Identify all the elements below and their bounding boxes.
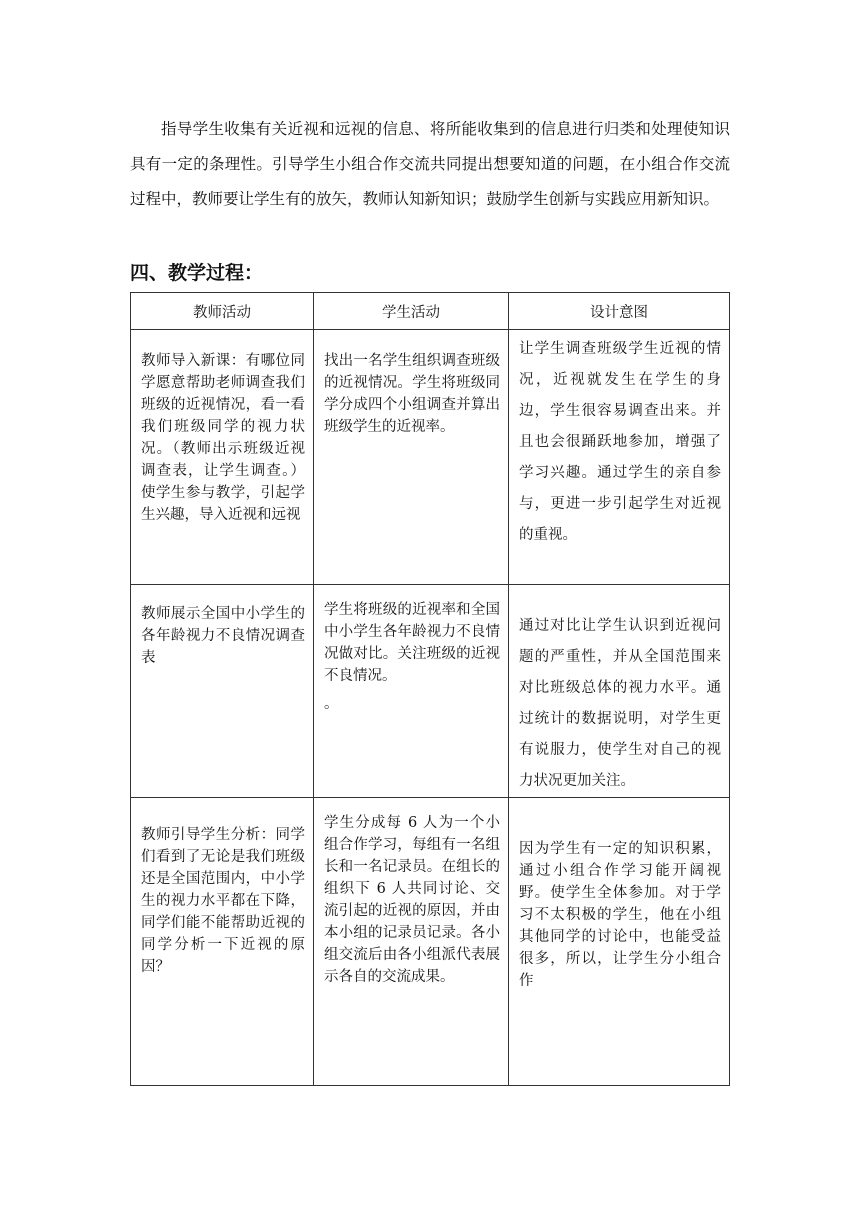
student-activity-cell — [314, 330, 509, 585]
teacher-activity-cell — [131, 585, 314, 798]
teacher-activity-cell — [131, 330, 314, 585]
design-intent-cell — [509, 798, 730, 1086]
student-activity-text: 学生将班级的近视率和全国中小学生各年龄视力不良情况做对比。关注班级的近视不良情况。 — [324, 602, 500, 684]
student-activity-cell — [314, 798, 509, 1086]
header-design-intent: 设计意图 — [509, 293, 730, 330]
teacher-activity-text: 教师导入新课：有哪位同学愿意帮助老师调查我们班级的近视情况，看一看我们班级同学的视力状况。（教师出示班级近视调查表，让学生调查。）使学生参与教学，引起学生兴趣，导入近视和远视 — [141, 353, 305, 523]
header-teacher-activity: 教师活动 — [131, 293, 314, 330]
design-intent-cell — [509, 585, 730, 798]
header-student-activity: 学生活动 — [314, 293, 509, 330]
design-intent-text: 让学生调查班级学生近视的情况，近视就发生在学生的身边，学生很容易调查出来。并且也会很踊跃地参加，增强了学习兴趣。通过学生的亲自参与，更进一步引起学生对近视的重视。 — [519, 341, 721, 543]
design-intent-cell — [509, 330, 730, 585]
student-activity-note: 。 — [324, 696, 339, 712]
student-activity-text: 找出一名学生组织调查班级的近视情况。学生将班级同学分成四个小组调查并算出班级学生的近视率。 — [324, 353, 500, 435]
table-header-row — [131, 293, 730, 330]
teacher-activity-text: 教师展示全国中小学生的各年龄视力不良情况调查表 — [141, 606, 305, 666]
teacher-activity-cell — [131, 798, 314, 1086]
design-intent-text: 通过对比让学生认识到近视问题的严重性，并从全国范围来对比班级总体的视力水平。通过统计的数据说明，对学生更有说服力，使学生对自己的视力状况更加关注。 — [519, 618, 721, 789]
table-row — [131, 585, 730, 798]
design-intent-text: 因为学生有一定的知识积累，通过小组合作学习能开阔视野。使学生全体参加。对于学习不太积极的学生，他在小组其他同学的讨论中，也能受益很多，所以，让学生分小组合作 — [519, 841, 721, 989]
teacher-activity-text: 教师引导学生分析：同学们看到了无论是我们班级还是全国范围内，中小学生的视力水平都在下降，同学们能不能帮助近视的同学分析一下近视的原因？ — [141, 827, 305, 975]
student-activity-text: 学生分成每 6 人为一个小组合作学习，每组有一名组长和一名记录员。在组长的组织下 6 人共同讨论、交流引起的近视的原因，并由本小组的记录员记录。各小组交流后由各小组派代表展示各自的交流成果。 — [324, 815, 500, 985]
table-row — [131, 798, 730, 1086]
intro-paragraph: 指导学生收集有关近视和远视的信息、将所能收集到的信息进行归类和处理使知识具有一定的条理性。引导学生小组合作交流共同提出想要知道的问题，在小组合作交流过程中，教师要让学生有的放矢，教师认知新知识；鼓励学生创新与实践应用新知识。 — [130, 120, 730, 208]
section-heading: 四、教学过程： — [130, 262, 264, 284]
student-activity-cell — [314, 585, 509, 798]
teaching-process-table — [130, 292, 730, 1086]
table-row — [131, 330, 730, 585]
